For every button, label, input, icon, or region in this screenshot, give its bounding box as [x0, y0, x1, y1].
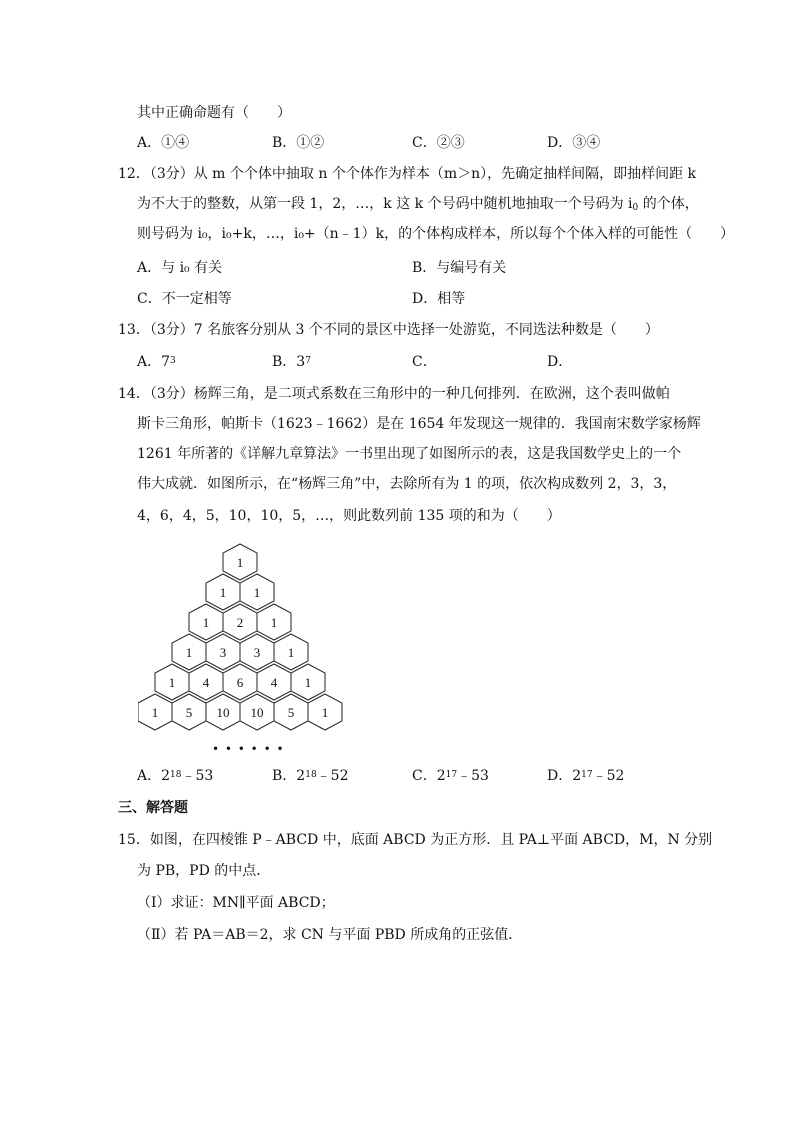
yang-hui-triangle-figure [138, 542, 354, 760]
section-title: 三、解答题 [118, 800, 188, 816]
q11-stem: 其中正确命题有（ ） [137, 105, 291, 121]
q13-option-d: D． [547, 354, 573, 370]
q11-option-c: C．②③ [412, 135, 465, 151]
q13-option-a: A．$7^3$ [137, 354, 176, 370]
q11-option-d: D．③④ [547, 135, 601, 151]
hexagon-value: 5 [287, 705, 295, 720]
q14-line-4: 伟大成就．如图所示，在“杨辉三角”中，去除所有为 1 的项，依次构成数列 2，3，3， [137, 476, 677, 492]
hexagon-value: 1 [321, 705, 329, 720]
hexagon-value: 3 [219, 645, 227, 660]
q14-line-1: 14．（3分）杨辉三角，是二项式系数在三角形中的一种几何排列．在欧洲，这个表叫做帕 [118, 386, 670, 402]
q15-part-2: （Ⅱ）若 PA＝AB＝2，求 CN 与平面 PBD 所成角的正弦值． [137, 927, 523, 943]
q12-line-1: 12．（3分）从 m 个个体中抽取 n 个个体作为样本（m＞n），先确定抽样间隔，即抽样间距 k [118, 166, 697, 182]
q14-option-c: C．$2^{17}﹣53$ [412, 768, 489, 784]
hexagon-value: 1 [185, 645, 193, 660]
hexagon-value: 10 [250, 705, 264, 720]
q15-part-1: （Ⅰ）求证：MN∥平面 ABCD； [137, 895, 335, 911]
q12-line-3: 则号码为 i₀，i₀+k，…，i₀+（n﹣1）k，的个体构成样本，所以每个个体入样的可能性（ ） [137, 226, 735, 242]
hexagon-value: 1 [202, 615, 210, 630]
q14-line-3: 1261 年所著的《详解九章算法》一书里出现了如图所示的表，这是我国数学史上的一个 [137, 446, 682, 462]
q12-option-b: B．与编号有关 [412, 260, 507, 276]
hexagon-value: 1 [270, 615, 278, 630]
triangle-ellipsis: • • • • • • [212, 742, 285, 756]
q11-option-b: B．①② [272, 135, 325, 151]
hexagon-value: 2 [236, 615, 244, 630]
hexagon-value: 1 [287, 645, 295, 660]
q15-line-1: 15．如图，在四棱锥 P﹣ABCD 中，底面 ABCD 为正方形．且 PA⊥平面 ABCD，M，N 分别 [118, 832, 713, 848]
q12-line-2: 为不大于的整数，从第一段 1，2，…，k 这 k 个号码中随机地抽取一个号码为 $i_0$ 的个体， [137, 196, 699, 213]
hexagon-value: 1 [236, 555, 244, 570]
q13-option-b: B．$3^7$ [272, 354, 311, 370]
q12-option-a: A．与 i₀ 有关 [137, 260, 223, 276]
q14-line-5: 4，6，4，5，10，10，5，…，则此数列前 135 项的和为（ ） [137, 508, 561, 524]
hexagon-value: 3 [253, 645, 261, 660]
hexagon-value: 4 [202, 675, 210, 690]
hexagon-value: 1 [219, 585, 227, 600]
q14-line-2: 斯卡三角形，帕斯卡（1623﹣1662）是在 1654 年发现这一规律的．我国南宋数学家杨辉 [137, 416, 701, 432]
hexagon-value: 10 [216, 705, 230, 720]
q12-option-c: C．不一定相等 [137, 291, 232, 307]
hexagon-value: 4 [270, 675, 278, 690]
q14-option-b: B．$2^{18}﹣52$ [272, 768, 349, 784]
hexagon-value: 1 [304, 675, 312, 690]
hexagon-value: 6 [236, 675, 244, 690]
q13-stem: 13．（3分）7 名旅客分别从 3 个不同的景区中选择一处游览，不同选法种数是（ ） [118, 322, 659, 338]
q14-option-a: A．$2^{18}﹣53$ [137, 768, 214, 784]
q14-option-d: D．$2^{17}﹣52$ [547, 768, 625, 784]
q11-option-a: A．①④ [137, 135, 190, 151]
hexagon-value: 5 [185, 705, 193, 720]
hexagon-value: 1 [253, 585, 261, 600]
q13-option-c: C． [412, 354, 437, 370]
hexagon-value: 1 [151, 705, 159, 720]
hexagon-value: 1 [168, 675, 176, 690]
q12-option-d: D．相等 [412, 291, 466, 307]
q15-line-2: 为 PB，PD 的中点． [137, 863, 271, 879]
